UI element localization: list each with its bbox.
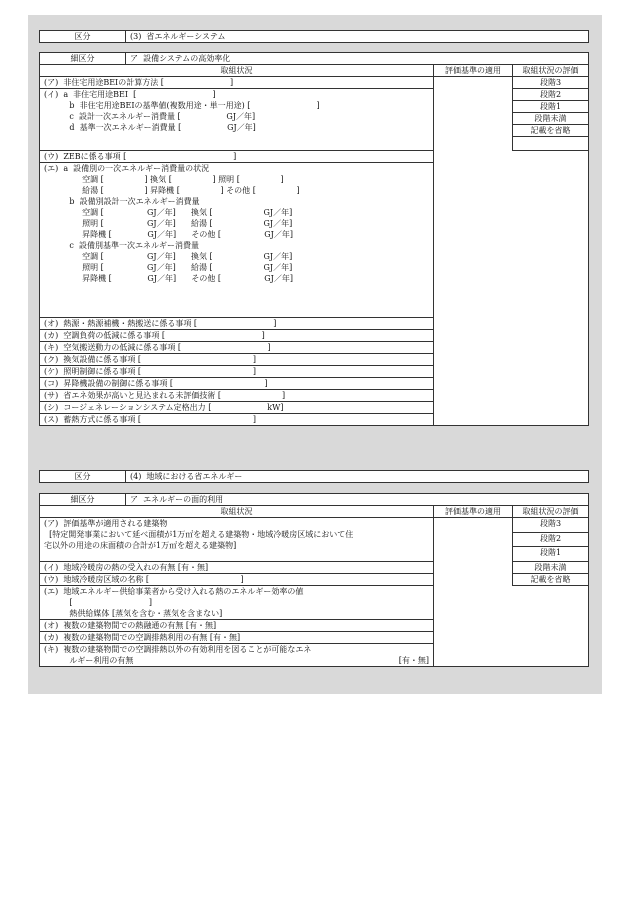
section3-col-standard: 評価基準の適用 xyxy=(434,65,513,77)
section4-row-c: (ウ) 地域冷暖房区域の名称 [ ] xyxy=(40,574,434,586)
section3-row-m: (ス) 蓄熱方式に係る事項 [ ] xyxy=(40,414,434,426)
section4-row-a: (ア) 評価基準が適用される建築物 [特定開発事業において延べ面積が1万㎡を超える建築物・地域冷暖房区域において住 宅以外の用途の床面積の合計が1万㎡を超える建築物] xyxy=(40,518,434,562)
section3-eval-1: 段階3 xyxy=(513,77,589,89)
section3-eval-2: 段階2 xyxy=(513,89,589,101)
section4-eval-1: 段階3 xyxy=(513,518,589,533)
section4-row-b: (イ) 地域冷暖房の熱の受入れの有無 [有・無] xyxy=(40,562,434,574)
section4-eval-2: 段階2 xyxy=(513,532,589,547)
section3-row-c: (ウ) ZEBに係る事項 [ ] xyxy=(40,151,434,163)
section4-col-eval: 取組状況の評価 xyxy=(513,506,589,518)
section3-saikubun-label: 細区分 xyxy=(40,53,126,65)
section3-main-table xyxy=(39,52,589,426)
section3-row-f: (カ) 空調負荷の低減に係る事項 [ ] xyxy=(40,330,434,342)
section4-col-status: 取組状況 xyxy=(40,506,434,518)
section4-saikubun-value: ア エネルギーの面的利用 xyxy=(126,494,589,506)
section3-eval-5: 記載を省略 xyxy=(513,125,589,137)
section4-row-d: (エ) 地域エネルギー供給事業者から受け入れる熱のエネルギー効率の値 [ ] 熱供給媒体 [蒸気を含む・蒸気を含まない] xyxy=(40,586,434,620)
section3-right-blank xyxy=(434,151,589,426)
section4-row-e: (オ) 複数の建築物間での熱融通の有無 [有・無] xyxy=(40,620,434,632)
section3-eval-3: 段階1 xyxy=(513,101,589,113)
section3-row-d: (エ) a 設備別の一次エネルギー消費量の状況 空調 [ ] 換気 [ ] 照明 [ ] 給湯 [ ] 昇降機 [ ] その他 [ ] b 設備別設計一次エネルギー消費量 空調 [ GJ／年] 換気 [ GJ／年] 照明 [ GJ／年] 給湯 [ GJ／年] 昇降機 [ GJ／年] その他 [ GJ／年] c 設備別基準一次エネルギー消費量 空調 [ GJ／年] 換気 [ GJ／年] 照明 [ GJ／年] 給湯 [ GJ／年] 昇降機 [ GJ／年] その他 [ GJ／年] xyxy=(40,163,434,318)
section4-row-g: (キ) 複数の建築物間での空調排熱以外の有効利用を図ることが可能なエネ ルギー利用の有無 [有・無] xyxy=(40,644,434,667)
section3-saikubun-value: ア 設備システムの高効率化 xyxy=(126,53,589,65)
section3-col-eval: 取組状況の評価 xyxy=(513,65,589,77)
section4-kubun-value: (4) 地域における省エネルギー xyxy=(126,471,589,483)
section3-row-k: (サ) 省エネ効果が高いと見込まれる未評価技術 [ ] xyxy=(40,390,434,402)
section4-eval-3: 段階1 xyxy=(513,547,589,562)
section4-right-blank xyxy=(434,586,589,667)
section3-row-g: (キ) 空気搬送動力の低減に係る事項 [ ] xyxy=(40,342,434,354)
section4-saikubun-label: 細区分 xyxy=(40,494,126,506)
section3-eval-4: 段階未満 xyxy=(513,113,589,125)
section3-kubun-table xyxy=(39,30,589,43)
section4-eval-4: 段階未満 xyxy=(513,562,589,574)
section3-row-a: (ア) 非住宅用途BEIの計算方法 [ ] xyxy=(40,77,434,89)
section4-kubun-table xyxy=(39,470,589,483)
section3-col-status: 取組状況 xyxy=(40,65,434,77)
section3-row-b: (イ) a 非住宅用途BEI [ ] b 非住宅用途BEIの基準値(複数用途・単一用途) [ ] c 設計一次エネルギー消費量 [ GJ／年] d 基準一次エネルギー消費量 [ GJ／年] xyxy=(40,89,434,151)
section3-row-i: (ケ) 照明制御に係る事項 [ ] xyxy=(40,366,434,378)
section4-eval-5: 記載を省略 xyxy=(513,574,589,586)
section4-row-f: (カ) 複数の建築物間での空調排熱利用の有無 [有・無] xyxy=(40,632,434,644)
section3-row-e: (オ) 熱源・熱源補機・熱搬送に係る事項 [ ] xyxy=(40,318,434,330)
section3-eval-blank xyxy=(513,137,589,151)
section3-kubun-label: 区分 xyxy=(40,31,126,43)
section3-row-l: (シ) コージェネレーションシステム定格出力 [ kW] xyxy=(40,402,434,414)
section4-main-table xyxy=(39,493,589,667)
section3-standard-cell xyxy=(434,77,513,151)
section4-kubun-label: 区分 xyxy=(40,471,126,483)
section3-kubun-value: (3) 省エネルギーシステム xyxy=(126,31,589,43)
section3-row-h: (ク) 換気設備に係る事項 [ ] xyxy=(40,354,434,366)
section4-standard-cell xyxy=(434,518,513,586)
section3-row-j: (コ) 昇降機設備の制御に係る事項 [ ] xyxy=(40,378,434,390)
section4-col-standard: 評価基準の適用 xyxy=(434,506,513,518)
